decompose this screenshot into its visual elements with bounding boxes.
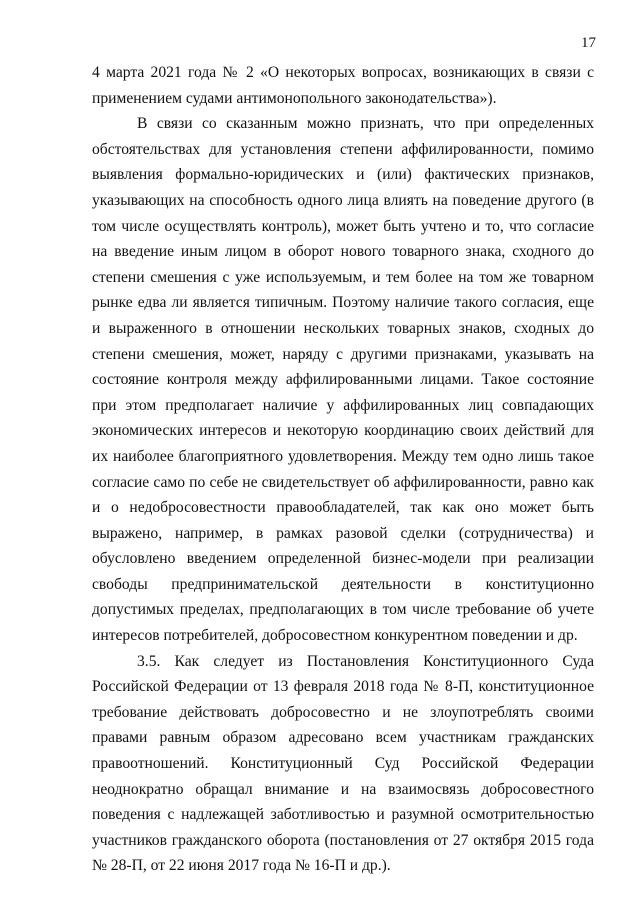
paragraph-continuation: 4 марта 2021 года № 2 «О некоторых вопросах, возникающих в связи с применением судами антимонопольного законодательства»).: [92, 64, 594, 107]
document-body: [92, 60, 594, 879]
paragraph-3-5: 3.5. Как следует из Постановления Конституционного Суда Российской Федерации от 13 февраля 2018 года № 8-П, конституционное требование действовать добросовестно и не злоупотреблять своими правами равным образом адресовано всем участникам гражданских правоотношений. Конституционный Суд Российской Федерации неоднократно обращал внимание и на взаимосвязь добросовестного поведения с надлежащей заботливостью и разумной осмотрительностью участников гражданского оборота (постановления от 27 октября 2015 года № 28-П, от 22 июня 2017 года № 16-П и др.).: [92, 652, 594, 875]
page-number: 17: [581, 35, 596, 51]
paragraph-affiliation: В связи со сказанным можно признать, что при определенных обстоятельствах для установления степени аффилированности, помимо выявления формально-юридических и (или) фактических признаков, указывающих на способность одного лица влиять на поведение другого (в том числе осуществлять контроль), может быть учтено и то, что согласие на введение иным лицом в оборот нового товарного знака, сходного до степени смешения с уже используемым, и тем более на том же товарном рынке едва ли является типичным. Поэтому наличие такого согласия, еще и выраженного в отношении нескольких товарных знаков, сходных до степени смешения, может, наряду с другими признаками, указывать на состояние контроля между аффилированными лицами. Такое состояние при этом предполагает наличие у аффилированных лиц совпадающих экономических интересов и некоторую координацию своих действий для их наиболее благоприятного удовлетворения. Между тем одно лишь такое согласие само по себе не свидетельствует об аффилированности, равно как и о недобросовестности правообладателей, так как оно может быть выражено, например, в рамках разовой сделки (сотрудничества) и обусловлено введением определенной бизнес-модели при реализации свободы предпринимательской деятельности в конституционно допустимых пределах, предполагающих в том числе требование об учете интересов потребителей, добросовестном конкурентном поведении и др.: [92, 115, 594, 645]
